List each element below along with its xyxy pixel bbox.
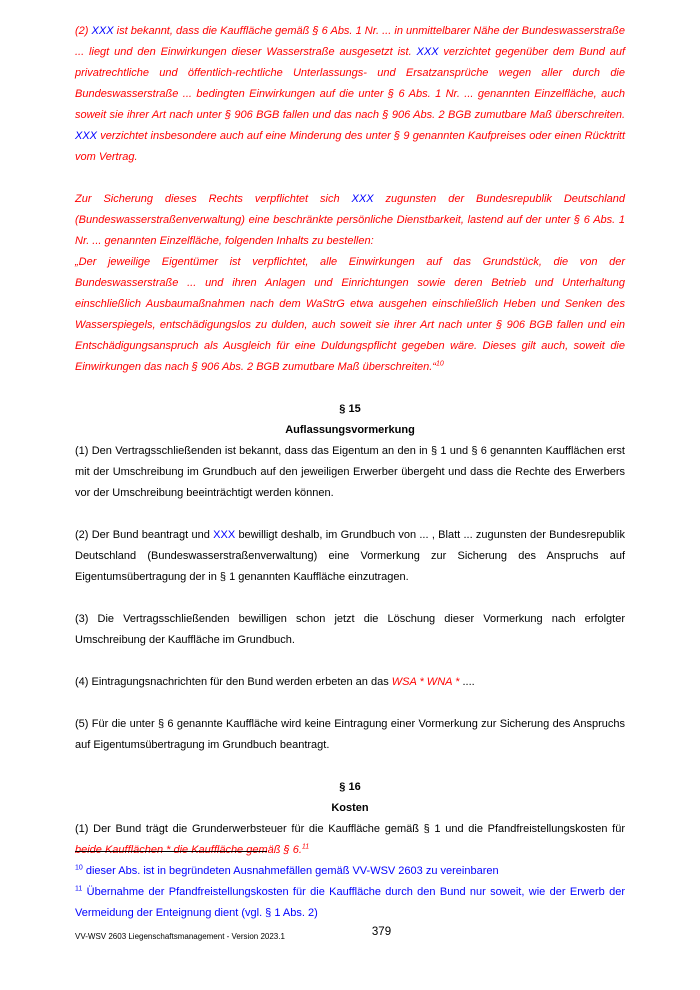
footnote-text: dieser Abs. ist in begründeten Ausnahmefällen gemäß VV-WSV 2603 zu vereinbaren (85, 865, 499, 877)
section-title-auflassungsvormerkung: Auflassungsvormerkung (285, 424, 415, 436)
paragraph-15-2 (75, 525, 625, 588)
document-content (75, 21, 625, 882)
paragraph-15-5: (5) Für die unter § 6 genannte Kauffläche wird keine Eintragung einer Vormerkung zur Sicherung des Anspruchs auf Eigentumsübertragung im Grundbuch beantragt. (75, 718, 625, 751)
section-heading-16: § 16 (339, 781, 361, 793)
clause-text: ist bekannt, dass die Kauffläche gemäß § 6 Abs. 1 Nr. ... in unmittelbarer Nähe der Bundeswasserstraße ... liegt und den Einwirkungen dieser Wasserstraße ausgesetzt ist. (75, 25, 625, 58)
clause-text: (2) Der Bund beantragt und (75, 529, 214, 541)
footnote-separator-rule (75, 851, 267, 852)
party-placeholder: XXX (213, 529, 236, 541)
clause-text: .... (459, 676, 475, 688)
alternative-clause-text: beide Kaufflächen * die Kauffläche gemäß § 6. (75, 844, 302, 856)
section-title-kosten: Kosten (331, 802, 369, 814)
footnote-11 (75, 882, 625, 924)
clause-text: Zur Sicherung dieses Rechts verpflichtet sich (75, 193, 352, 205)
paragraph-servitude-intro (75, 189, 625, 252)
page-number: 379 (371, 926, 392, 938)
paragraph-15-4 (75, 672, 625, 693)
party-placeholder: XXX (91, 25, 114, 37)
footnote-area (75, 851, 625, 924)
footnote-reference-11: 11 (301, 843, 310, 851)
clause-text: verzichtet gegenüber dem Bund auf privatrechtliche und öffentlich-rechtliche Unterlassungs- und Ersatzansprüche wegen aller durch die Bundeswasserstraße ... bedingten Einwirkungen auf die unter § 6 Abs. 1 Nr. ... genannten Einzelfläche, auch soweit sie ihrer Art nach unter § 906 BGB fallen und das nach § 906 Abs. 2 BGB zumutbare Maß überschreiten. (75, 46, 625, 121)
paragraph-waiver-clause (75, 21, 625, 168)
paragraph-servitude-quote (75, 252, 625, 378)
paragraph-15-1: (1) Den Vertragsschließenden ist bekannt, dass das Eigentum an den in § 1 und § 6 genannten Kaufflächen erst mit der Umschreibung im Grundbuch auf den jeweiligen Erwerber übergeht und dass die Rechte des Erwerbers vor der Umschreibung beeinträchtigt werden können. (75, 445, 625, 499)
party-placeholder: XXX (416, 46, 439, 58)
party-placeholder: XXX (75, 130, 98, 142)
footnote-10 (75, 861, 625, 882)
footnote-text: Übernahme der Pfandfreistellungskosten für die Kauffläche durch den Bund nur soweit, wie der Erwerb der Vermeidung der Enteignung dient (vgl. § 1 Abs. 2) (75, 886, 625, 919)
clause-text: (4) Eintragungsnachrichten für den Bund werden erbeten an das (75, 676, 392, 688)
footnote-reference-10: 10 (435, 360, 444, 368)
paragraph-15-3: (3) Die Vertragsschließenden bewilligen schon jetzt die Löschung dieser Vormerkung nach erfolgter Umschreibung der Kauffläche im Grundbuch. (75, 613, 625, 646)
clause-text: (1) Der Bund trägt die Grunderwerbsteuer für die Kauffläche gemäß § 1 und die Pfandfreistellungskosten für (75, 823, 625, 835)
clause-text: zugunsten der Bundesrepublik Deutschland (Bundeswasserstraßenverwaltung) eine beschränkte persönliche Dienstbarkeit, lastend auf der unter § 6 Abs. 1 Nr. ... genannten Einzelfläche, folgenden Inhalts zu bestellen: (75, 193, 625, 247)
section-heading-15: § 15 (339, 403, 361, 415)
footnote-marker-10: 10 (75, 864, 83, 872)
document-version-footer: VV-WSV 2603 Liegenschaftsmanagement - Version 2023.1 (75, 932, 285, 941)
party-placeholder: XXX (351, 193, 374, 205)
office-placeholder: WSA * WNA * (391, 676, 460, 688)
quoted-servitude-text: „Der jeweilige Eigentümer ist verpflichtet, alle Einwirkungen auf das Grundstück, die von der Bundeswasserstraße ... und ihren Anlagen und Einrichtungen sowie deren Betrieb und Unterhaltung einschließlich Ausbaumaßnahmen nach dem WaStrG etwa ausgehen einschließlich Heben und Senken des Wasserspiegels, entschädigungslos zu dulden, auch soweit sie ihrer Art nach unter § 906 BGB fallen und ein Entschädigungsanspruch als Ausgleich für eine Duldungspflicht gegeben wäre. Dieses gilt auch, soweit die Einwirkungen das nach § 906 Abs. 2 BGB zumutbare Maß überschreiten.“ (75, 256, 625, 373)
footnote-marker-11: 11 (75, 885, 83, 893)
clause-text: verzichtet insbesondere auch auf eine Minderung des unter § 9 genannten Kaufpreises oder einen Rücktritt vom Vertrag. (75, 130, 625, 163)
clause-number: (2) (75, 25, 92, 37)
clause-text: bewilligt deshalb, im Grundbuch von ... , Blatt ... zugunsten der Bundesrepublik Deutschland (Bundeswasserstraßenverwaltung) eine Vormerkung zur Sicherung des Anspruchs auf Eigentumsübertragung der in § 1 genannten Kauffläche einzutragen. (75, 529, 625, 583)
